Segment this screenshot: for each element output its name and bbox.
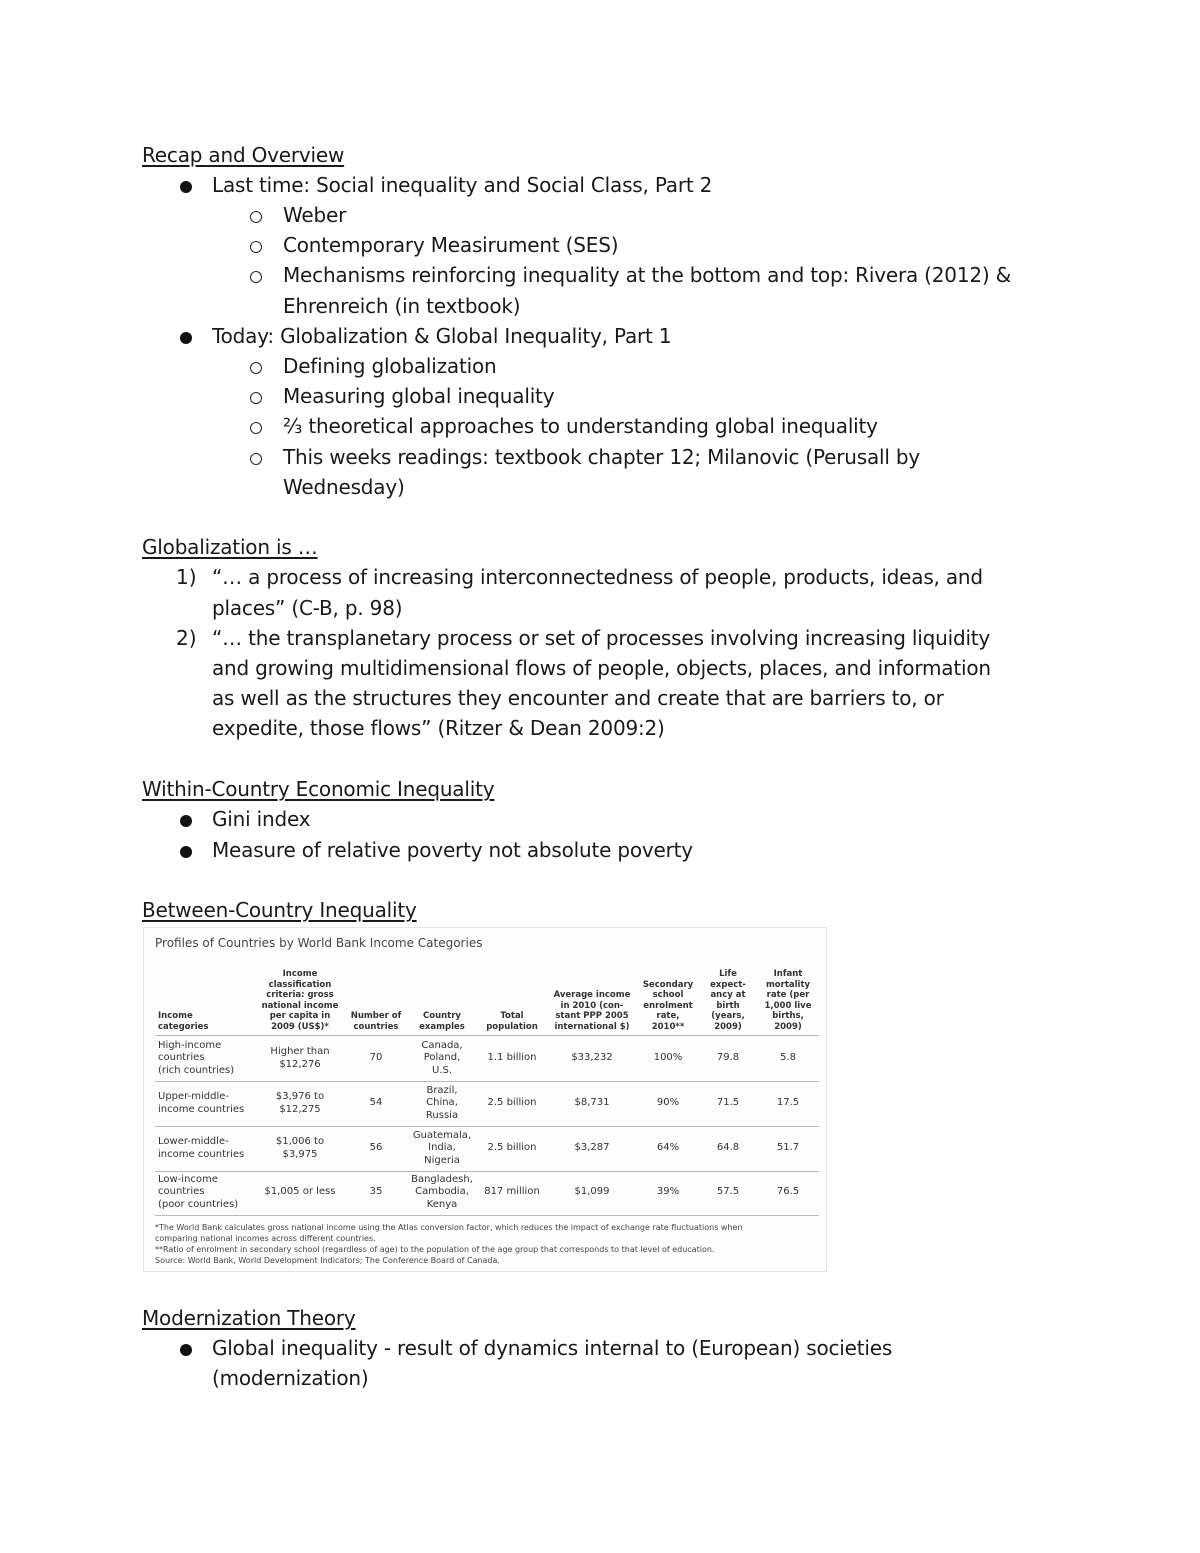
table-cell: $1,006 to $3,975: [275, 1136, 325, 1160]
list-number: 1): [176, 565, 197, 589]
table-cell: 1.1 billion: [487, 1052, 537, 1064]
table-cell: 2.5 billion: [487, 1142, 537, 1154]
table-cell: Canada, Poland, U.S.: [421, 1039, 463, 1076]
table-rule: [155, 1171, 819, 1172]
table-footnote: *The World Bank calculates gross national income using the Atlas conversion factor, which reduces the impact of exchange rate fluctuations when: [155, 1223, 743, 1232]
table-header-cell: Secondary school enrolment rate, 2010**: [642, 979, 694, 1032]
table-cell: 5.8: [780, 1052, 796, 1064]
table-header-cell: Total population: [486, 1011, 538, 1032]
table-cell: 76.5: [776, 1186, 800, 1198]
table-cell: $1,099: [574, 1186, 610, 1198]
bullet-icon: [180, 181, 192, 193]
list-item-continuation: Ehrenreich (in textbook): [283, 294, 521, 318]
list-item: Contemporary Measirument (SES): [283, 233, 619, 257]
list-item: Mechanisms reinforcing inequality at the bottom and top: Rivera (2012) &: [283, 263, 1012, 287]
table-cell: 100%: [653, 1052, 683, 1064]
table-header-cell: Country examples: [419, 1011, 465, 1032]
table-footnote: Source: World Bank, World Development Indicators; The Conference Board of Canada.: [155, 1256, 500, 1265]
between-country-heading: Between-Country Inequality: [142, 898, 417, 922]
table-header-cell: Life expect- ancy at birth (years, 2009): [710, 969, 746, 1032]
table-cell: 79.8: [716, 1052, 740, 1064]
table-cell: Low-income countries (poor countries): [158, 1173, 239, 1210]
table-header-cell: Income classification criteria: gross national income per capita in 2009 (US$)*: [261, 969, 339, 1032]
table-cell: 2.5 billion: [487, 1097, 537, 1109]
circle-bullet-icon: [250, 271, 262, 283]
list-item: Measuring global inequality: [283, 384, 555, 408]
circle-bullet-icon: [250, 362, 262, 374]
circle-bullet-icon: [250, 211, 262, 223]
table-cell: 64%: [656, 1142, 680, 1154]
table-cell: $3,976 to $12,275: [275, 1091, 325, 1115]
list-item: Today: Globalization & Global Inequality, Part 1: [212, 324, 672, 348]
table-cell: $1,005 or less: [264, 1186, 336, 1198]
table-cell: $33,232: [571, 1052, 613, 1064]
within-country-heading: Within-Country Economic Inequality: [142, 777, 495, 801]
table-rule: [155, 1126, 819, 1127]
globalization-heading: Globalization is …: [142, 535, 318, 559]
circle-bullet-icon: [250, 241, 262, 253]
table-cell: 57.5: [716, 1186, 740, 1198]
circle-bullet-icon: [250, 422, 262, 434]
definition-line: as well as the structures they encounter and create that are barriers to, or: [212, 686, 944, 710]
definition-line: and growing multidimensional flows of people, objects, places, and information: [212, 656, 991, 680]
table-cell: 71.5: [716, 1097, 740, 1109]
table-cell: 51.7: [776, 1142, 800, 1154]
definition-line: “… a process of increasing interconnectedness of people, products, ideas, and: [212, 565, 983, 589]
table-cell: Lower-middle- income countries: [158, 1136, 245, 1160]
table-header-cell: Infant mortality rate (per 1,000 live births, 2009): [764, 969, 812, 1032]
definition-line: places” (C-B, p. 98): [212, 596, 403, 620]
definition-line: expedite, those flows” (Ritzer & Dean 2009:2): [212, 716, 665, 740]
list-item: Weber: [283, 203, 347, 227]
circle-bullet-icon: [250, 392, 262, 404]
list-item: Measure of relative poverty not absolute poverty: [212, 838, 693, 862]
table-cell: 64.8: [716, 1142, 740, 1154]
table-cell: High-income countries (rich countries): [158, 1039, 235, 1076]
income-categories-table: [143, 927, 827, 1272]
list-item: Global inequality - result of dynamics internal to (European) societies: [212, 1336, 893, 1360]
table-cell: $8,731: [574, 1097, 610, 1109]
table-cell: Upper-middle- income countries: [158, 1091, 245, 1115]
table-cell: 17.5: [776, 1097, 800, 1109]
table-cell: Higher than $12,276: [270, 1046, 330, 1070]
table-header-cell: Average income in 2010 (con- stant PPP 2005 international $): [553, 990, 631, 1032]
table-rule: [155, 1215, 819, 1216]
table-cell: Brazil, China, Russia: [425, 1084, 459, 1121]
table-cell: 39%: [656, 1186, 680, 1198]
circle-bullet-icon: [250, 453, 262, 465]
list-item: Last time: Social inequality and Social Class, Part 2: [212, 173, 713, 197]
list-item: This weeks readings: textbook chapter 12; Milanovic (Perusall by: [283, 445, 921, 469]
table-cell: 817 million: [484, 1186, 540, 1198]
table-cell: 54: [369, 1097, 383, 1109]
table-cell: Bangladesh, Cambodia, Kenya: [411, 1173, 473, 1210]
modernization-heading: Modernization Theory: [142, 1306, 356, 1330]
table-cell: Guatemala, India, Nigeria: [412, 1129, 472, 1166]
recap-heading: Recap and Overview: [142, 143, 345, 167]
table-title: Profiles of Countries by World Bank Income Categories: [155, 936, 483, 950]
table-cell: 56: [369, 1142, 383, 1154]
table-rule: [155, 1035, 819, 1036]
bullet-icon: [180, 815, 192, 827]
bullet-icon: [180, 332, 192, 344]
list-item-continuation: (modernization): [212, 1366, 369, 1390]
table-header-cell: Income categories: [158, 1011, 209, 1032]
list-item: Gini index: [212, 807, 311, 831]
table-footnote: comparing national incomes across different countries.: [155, 1234, 376, 1243]
list-item: ⅔ theoretical approaches to understanding global inequality: [283, 414, 878, 438]
list-item-continuation: Wednesday): [283, 475, 405, 499]
table-header-cell: Number of countries: [350, 1011, 402, 1032]
table-cell: 70: [369, 1052, 383, 1064]
bullet-icon: [180, 846, 192, 858]
table-cell: $3,287: [574, 1142, 610, 1154]
table-footnote: **Ratio of enrolment in secondary school (regardless of age) to the population of the age group that corresponds to that level of education.: [155, 1245, 715, 1254]
definition-line: “… the transplanetary process or set of processes involving increasing liquidity: [212, 626, 991, 650]
bullet-icon: [180, 1344, 192, 1356]
table-cell: 35: [369, 1186, 383, 1198]
list-number: 2): [176, 626, 197, 650]
list-item: Defining globalization: [283, 354, 497, 378]
table-cell: 90%: [656, 1097, 680, 1109]
table-rule: [155, 1081, 819, 1082]
